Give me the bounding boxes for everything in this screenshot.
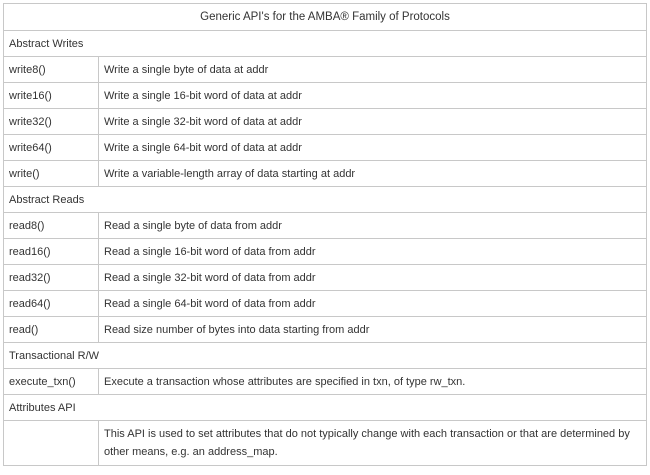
api-table <box>3 3 647 466</box>
description-cell: Write a variable-length array of data starting at addr <box>99 161 647 187</box>
table-row <box>4 239 647 265</box>
description-cell: Read size number of bytes into data starting from addr <box>99 317 647 343</box>
table-row <box>4 135 647 161</box>
function-name-cell: write16() <box>4 83 99 109</box>
section-heading: Transactional R/W <box>4 343 647 369</box>
description-cell: Read a single byte of data from addr <box>99 213 647 239</box>
description-cell: Read a single 32-bit word of data from addr <box>99 265 647 291</box>
function-name-cell <box>4 421 99 466</box>
table-row <box>4 265 647 291</box>
description-cell: Write a single 16-bit word of data at addr <box>99 83 647 109</box>
function-name-cell: write64() <box>4 135 99 161</box>
table-row <box>4 161 647 187</box>
table-row <box>4 291 647 317</box>
table-title: Generic API's for the AMBA® Family of Protocols <box>4 4 647 31</box>
table-row <box>4 109 647 135</box>
function-name-cell: write() <box>4 161 99 187</box>
table-row <box>4 83 647 109</box>
section-heading: Abstract Writes <box>4 31 647 57</box>
section-row <box>4 343 647 369</box>
description-cell: Read a single 64-bit word of data from addr <box>99 291 647 317</box>
section-heading: Abstract Reads <box>4 187 647 213</box>
section-row <box>4 187 647 213</box>
function-name-cell: read() <box>4 317 99 343</box>
description-cell: Write a single 64-bit word of data at addr <box>99 135 647 161</box>
table-header-row <box>4 4 647 31</box>
function-name-cell: read8() <box>4 213 99 239</box>
table-row <box>4 213 647 239</box>
description-cell: Read a single 16-bit word of data from addr <box>99 239 647 265</box>
section-row <box>4 31 647 57</box>
table-row <box>4 421 647 466</box>
section-row <box>4 395 647 421</box>
description-cell: Write a single 32-bit word of data at addr <box>99 109 647 135</box>
function-name-cell: read32() <box>4 265 99 291</box>
description-cell: Write a single byte of data at addr <box>99 57 647 83</box>
table-row <box>4 57 647 83</box>
function-name-cell: read16() <box>4 239 99 265</box>
section-heading: Attributes API <box>4 395 647 421</box>
function-name-cell: execute_txn() <box>4 369 99 395</box>
table-row <box>4 317 647 343</box>
function-name-cell: write32() <box>4 109 99 135</box>
description-cell: This API is used to set attributes that do not typically change with each transaction or that are determined by other means, e.g. an address_map. <box>99 421 647 466</box>
function-name-cell: read64() <box>4 291 99 317</box>
function-name-cell: write8() <box>4 57 99 83</box>
description-cell: Execute a transaction whose attributes are specified in txn, of type rw_txn. <box>99 369 647 395</box>
table-row <box>4 369 647 395</box>
